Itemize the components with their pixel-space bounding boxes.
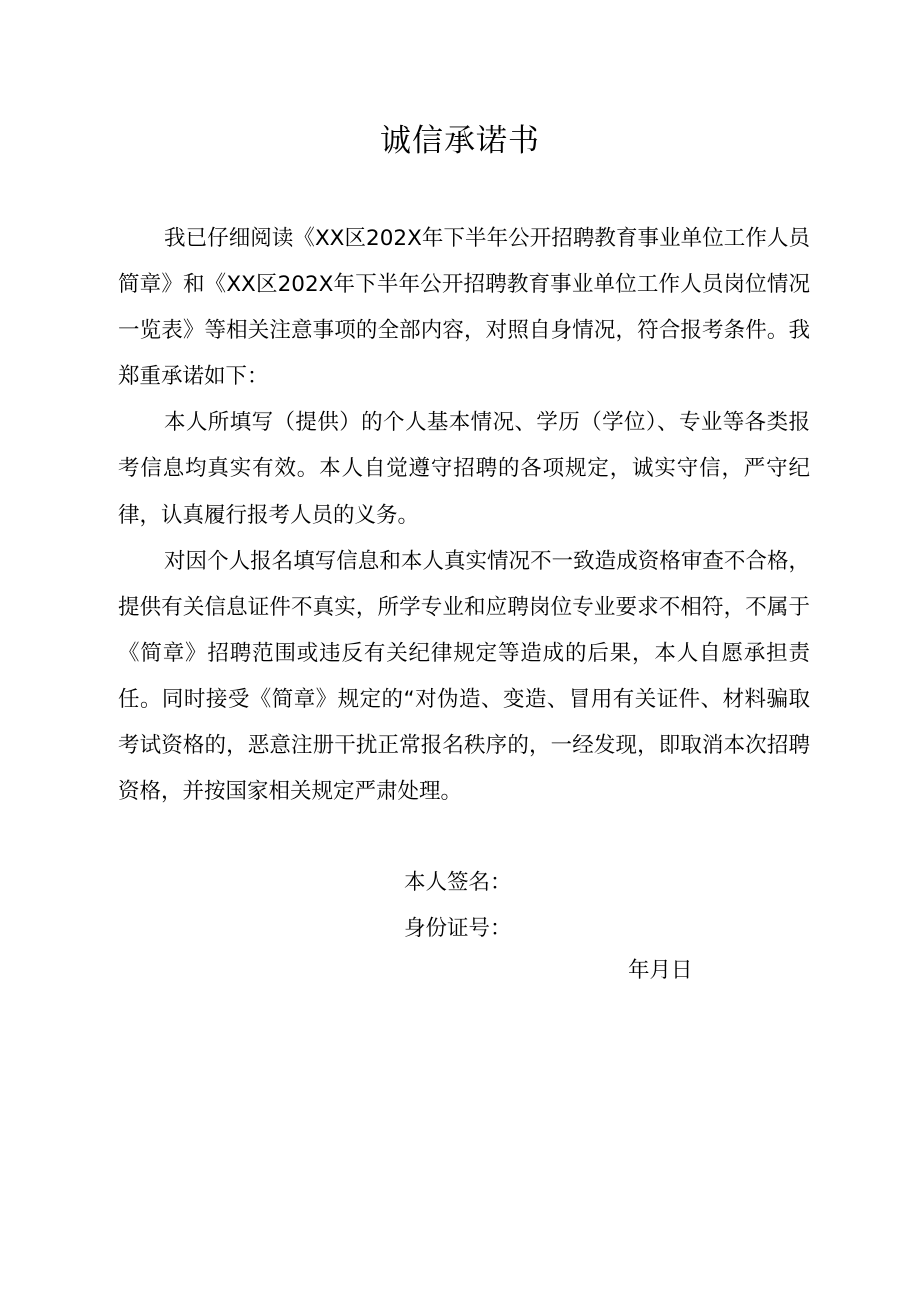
date-label: 年月日 xyxy=(628,958,693,983)
paragraph-intro: 我已仔细阅读《XX区202X年下半年公开招聘教育事业单位工作人员简章》和《XX区202X年下半年公开招聘教育事业单位工作人员岗位情况一览表》等相关注意事项的全部内容，对照自身情况，符合报考条件。我郑重承诺如下： xyxy=(118,226,810,390)
id-number-label: 身份证号： xyxy=(404,916,512,941)
document-body xyxy=(118,216,810,815)
document-title: 诚信承诺书 xyxy=(380,123,540,159)
signature-label: 本人签名： xyxy=(404,870,512,895)
paragraph-responsibility: 对因个人报名填写信息和本人真实情况不一致造成资格审查不合格，提供有关信息证件不真实，所学专业和应聘岗位专业要求不相符，不属于《简章》招聘范围或违反有关纪律规定等造成的后果，本人自愿承担责任。同时接受《简章》规定的“对伪造、变造、冒用有关证件、材料骗取考试资格的，恶意注册干扰正常报名秩序的，一经发现，即取消本次招聘资格，并按国家相关规定严肃处理。 xyxy=(118,548,810,805)
signature-block xyxy=(404,860,512,952)
paragraph-commitment: 本人所填写（提供）的个人基本情况、学历（学位）、专业等各类报考信息均真实有效。本人自觉遵守招聘的各项规定，诚实守信，严守纪律，认真履行报考人员的义务。 xyxy=(118,410,810,528)
